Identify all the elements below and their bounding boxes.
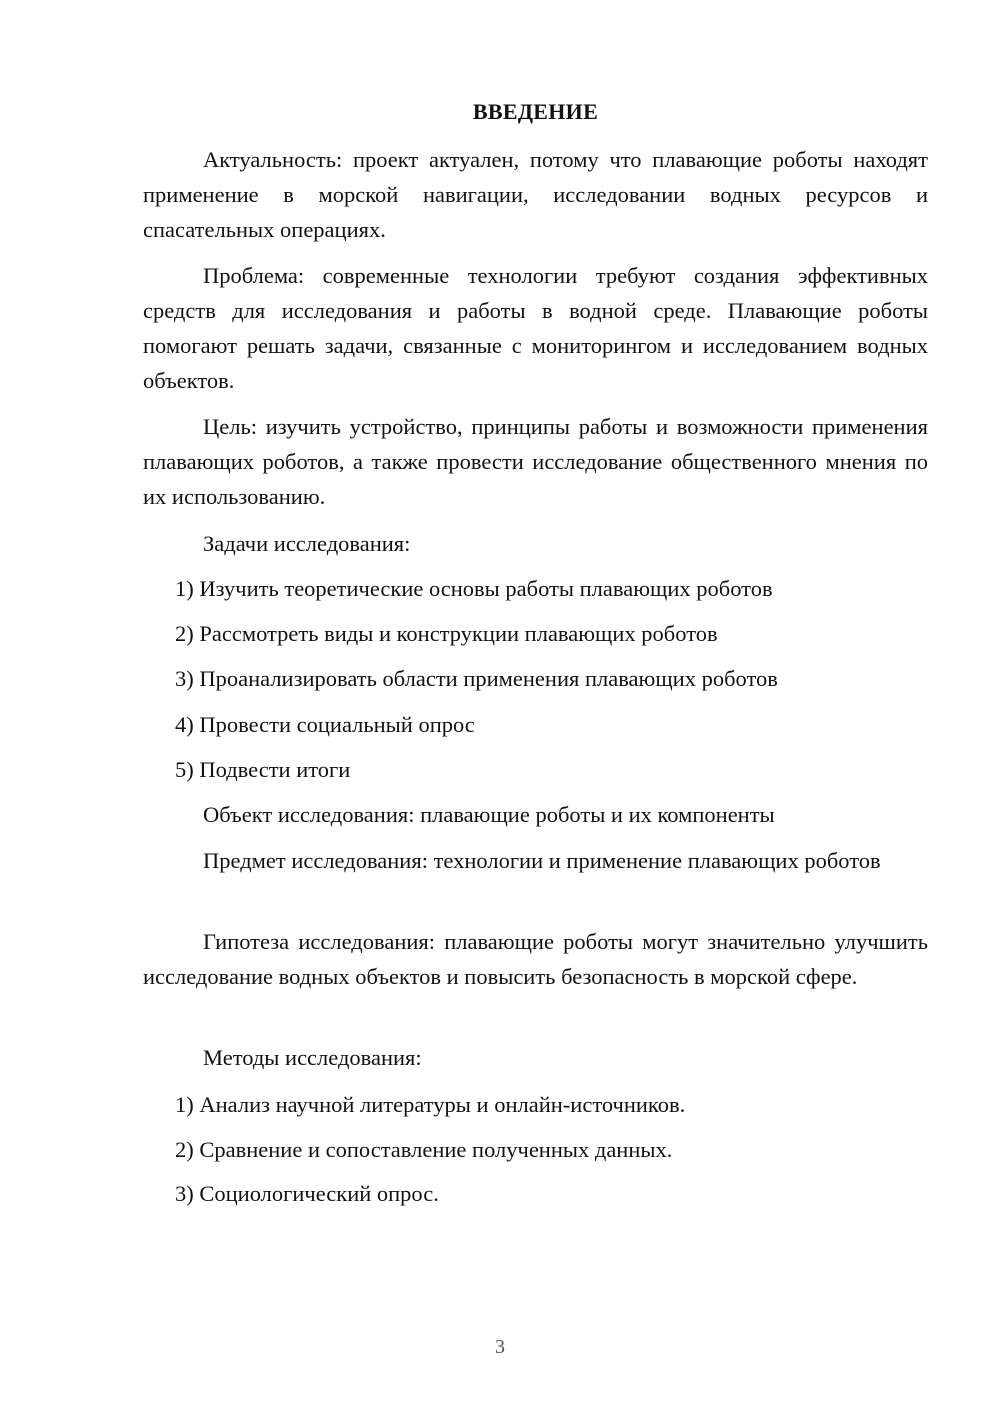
task-item-5: 5) Подвести итоги <box>175 757 351 782</box>
task-item-2: 2) Рассмотреть виды и конструкции плавающих роботов <box>175 621 718 646</box>
subject-paragraph: Предмет исследования: технологии и применение плавающих роботов <box>203 848 881 873</box>
method-item-2: 2) Сравнение и сопоставление полученных данных. <box>175 1137 673 1162</box>
section-title: ВВЕДЕНИЕ <box>472 99 599 124</box>
method-item-1: 1) Анализ научной литературы и онлайн-источников. <box>175 1092 686 1117</box>
hypothesis-paragraph: Гипотеза исследования: плавающие роботы могут значительно улучшить исследование водных объектов и повысить безопасность в морской сфере. <box>143 929 928 989</box>
tasks-label: Задачи исследования: <box>203 531 411 556</box>
method-item-3: 3) Социологический опрос. <box>175 1181 439 1206</box>
object-paragraph: Объект исследования: плавающие роботы и их компоненты <box>203 802 775 827</box>
problem-paragraph: Проблема: современные технологии требуют создания эффективных средств для исследования и работы в водной среде. Плавающие роботы помогают решать задачи, связанные с мониторингом и исследованием водных объектов. <box>143 263 928 393</box>
task-item-1: 1) Изучить теоретические основы работы плавающих роботов <box>175 576 773 601</box>
task-item-3: 3) Проанализировать области применения плавающих роботов <box>175 666 778 691</box>
task-item-4: 4) Провести социальный опрос <box>175 712 475 737</box>
goal-paragraph: Цель: изучить устройство, принципы работы и возможности применения плавающих роботов, а также провести исследование общественного мнения по их использованию. <box>143 414 928 509</box>
relevance-paragraph: Актуальность: проект актуален, потому что плавающие роботы находят применение в морской навигации, исследовании водных ресурсов и спасательных операциях. <box>143 147 928 242</box>
methods-label: Методы исследования: <box>203 1045 422 1070</box>
page-number: 3 <box>495 1336 505 1358</box>
